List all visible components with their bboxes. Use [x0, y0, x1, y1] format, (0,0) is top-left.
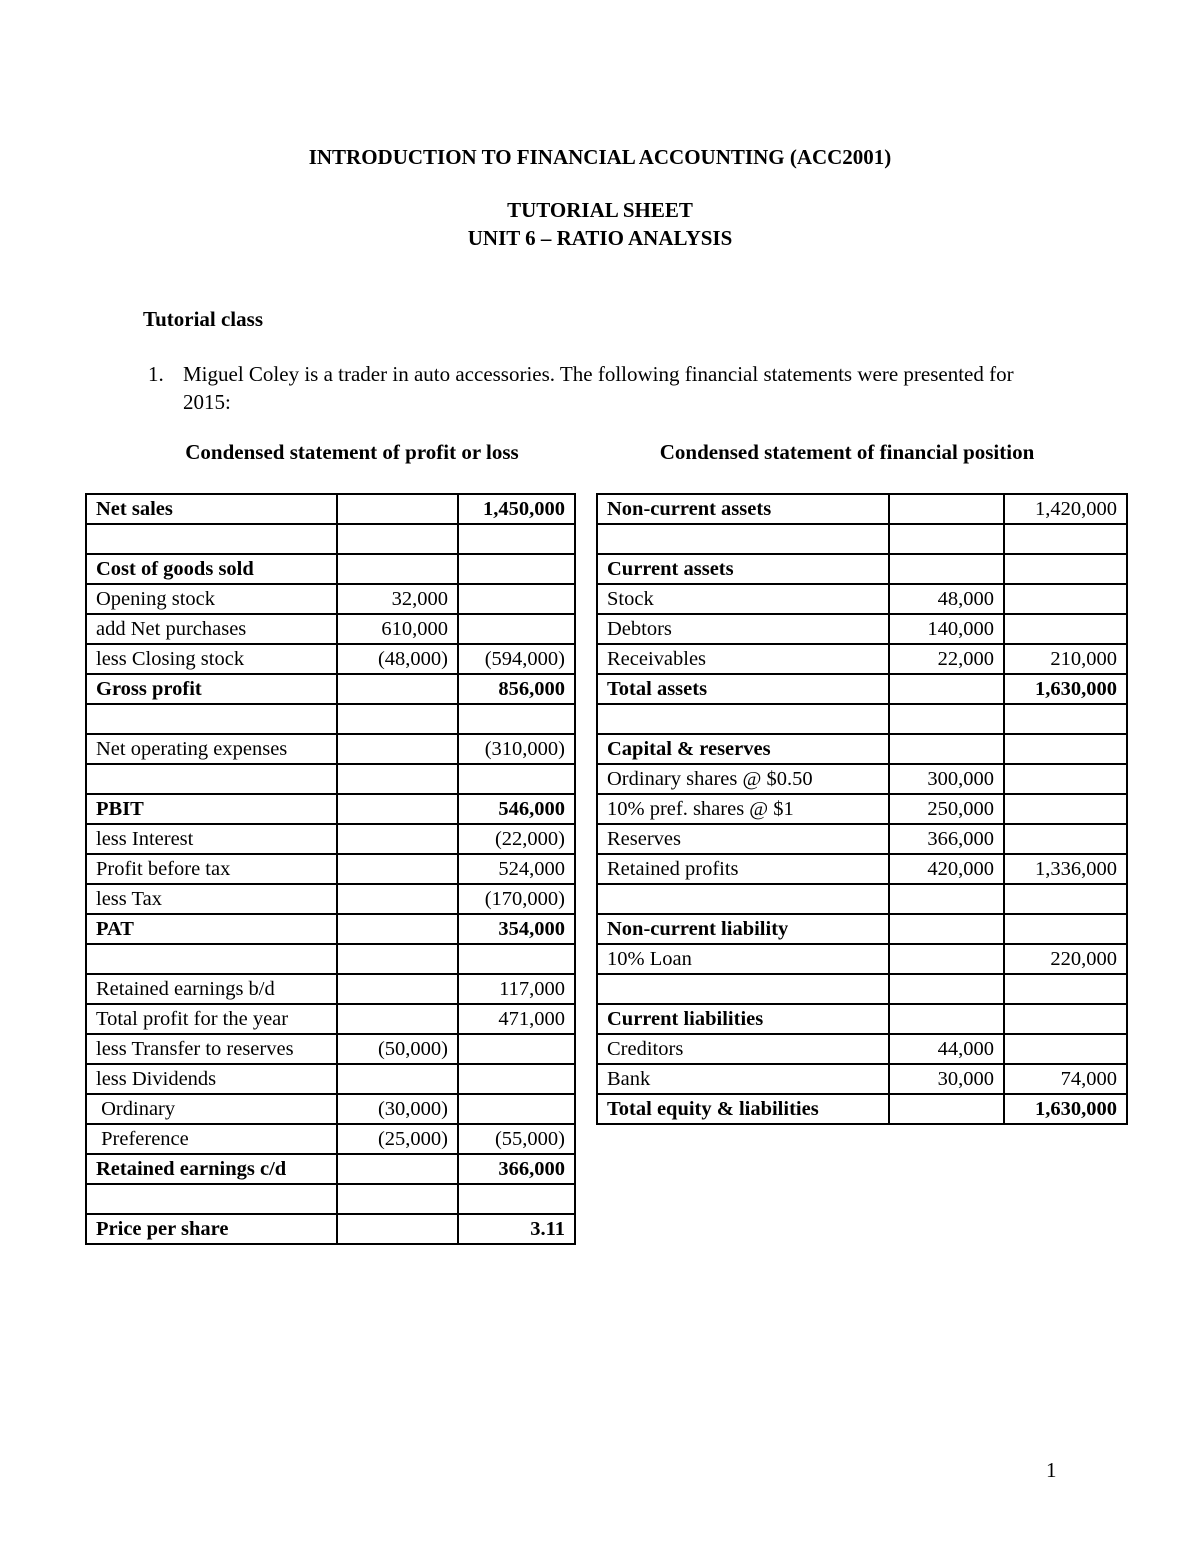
row-label [86, 764, 337, 794]
table-row [597, 854, 1127, 884]
row-label: Profit before tax [86, 854, 337, 884]
table-row [597, 704, 1127, 734]
row-value-1 [337, 854, 458, 884]
profit-loss-caption: Condensed statement of profit or loss [185, 440, 519, 464]
row-label: Receivables [597, 644, 889, 674]
question-text: Miguel Coley is a trader in auto accessories. The following financial statements were presented for 2015: [183, 362, 1014, 414]
row-label: Retained earnings c/d [86, 1154, 337, 1184]
row-value-2 [1004, 734, 1127, 764]
row-label: Price per share [86, 1214, 337, 1244]
row-value-2: 210,000 [1004, 644, 1127, 674]
row-value-1 [889, 674, 1004, 704]
row-value-2 [1004, 974, 1127, 1004]
row-value-2 [1004, 824, 1127, 854]
section-heading: Tutorial class [143, 307, 263, 331]
row-value-1 [889, 1094, 1004, 1124]
row-value-2 [458, 704, 575, 734]
row-value-2: 366,000 [458, 1154, 575, 1184]
table-row [86, 1034, 575, 1064]
row-value-2 [1004, 554, 1127, 584]
row-value-1 [889, 524, 1004, 554]
row-label: Stock [597, 584, 889, 614]
table-row [597, 974, 1127, 1004]
row-value-1 [889, 1004, 1004, 1034]
row-value-2: 1,336,000 [1004, 854, 1127, 884]
row-label: less Interest [86, 824, 337, 854]
row-value-2 [458, 1064, 575, 1094]
row-value-1 [337, 1184, 458, 1214]
table-row [597, 824, 1127, 854]
row-value-2: 354,000 [458, 914, 575, 944]
row-value-1: 48,000 [889, 584, 1004, 614]
table-row [86, 794, 575, 824]
row-label: Bank [597, 1064, 889, 1094]
row-value-2 [458, 1184, 575, 1214]
question-1 [148, 360, 1048, 416]
row-value-2: 3.11 [458, 1214, 575, 1244]
row-value-1 [337, 824, 458, 854]
row-label: PAT [86, 914, 337, 944]
row-value-1 [337, 554, 458, 584]
row-label: Non-current liability [597, 914, 889, 944]
table-row [86, 1154, 575, 1184]
table-row [86, 914, 575, 944]
row-value-1: 32,000 [337, 584, 458, 614]
row-value-1: (30,000) [337, 1094, 458, 1124]
row-value-1 [889, 884, 1004, 914]
row-value-2: (170,000) [458, 884, 575, 914]
row-value-1 [889, 974, 1004, 1004]
row-label: 10% pref. shares @ $1 [597, 794, 889, 824]
row-value-2: (594,000) [458, 644, 575, 674]
row-label: Total assets [597, 674, 889, 704]
row-label [597, 704, 889, 734]
row-value-2 [458, 1094, 575, 1124]
table-row [86, 854, 575, 884]
row-value-1 [337, 494, 458, 524]
row-value-1: 140,000 [889, 614, 1004, 644]
row-value-1 [337, 734, 458, 764]
row-value-1 [889, 734, 1004, 764]
row-value-2 [1004, 794, 1127, 824]
table-row [86, 1064, 575, 1094]
row-value-1 [889, 914, 1004, 944]
table-row [86, 614, 575, 644]
row-label: Cost of goods sold [86, 554, 337, 584]
row-value-1: 300,000 [889, 764, 1004, 794]
row-value-2 [1004, 524, 1127, 554]
table-row [86, 554, 575, 584]
row-label: Current liabilities [597, 1004, 889, 1034]
row-value-2 [458, 584, 575, 614]
row-value-2: 220,000 [1004, 944, 1127, 974]
row-label: Total profit for the year [86, 1004, 337, 1034]
row-label [86, 1184, 337, 1214]
row-label [86, 704, 337, 734]
row-value-1 [889, 704, 1004, 734]
row-label: Ordinary shares @ $0.50 [597, 764, 889, 794]
row-value-2: 117,000 [458, 974, 575, 1004]
row-value-1 [889, 944, 1004, 974]
row-value-2 [458, 764, 575, 794]
row-value-1 [337, 794, 458, 824]
row-value-1 [337, 944, 458, 974]
row-value-2 [1004, 1034, 1127, 1064]
row-value-1: 366,000 [889, 824, 1004, 854]
row-value-2: 1,420,000 [1004, 494, 1127, 524]
course-title: INTRODUCTION TO FINANCIAL ACCOUNTING (ACC2001) [308, 145, 892, 169]
table-row [597, 494, 1127, 524]
row-value-2 [458, 614, 575, 644]
financial-position-table [596, 493, 1128, 1125]
row-label: Opening stock [86, 584, 337, 614]
table-row [597, 764, 1127, 794]
row-label [86, 944, 337, 974]
table-row [86, 704, 575, 734]
row-value-1: 30,000 [889, 1064, 1004, 1094]
row-value-1: (25,000) [337, 1124, 458, 1154]
table-row [86, 1214, 575, 1244]
table-row [597, 1094, 1127, 1124]
row-value-1 [337, 974, 458, 1004]
row-value-1 [337, 1004, 458, 1034]
row-label: less Transfer to reserves [86, 1034, 337, 1064]
row-value-2: 1,450,000 [458, 494, 575, 524]
row-value-2: (55,000) [458, 1124, 575, 1154]
row-label: Net operating expenses [86, 734, 337, 764]
row-label: Ordinary [86, 1094, 337, 1124]
row-value-2 [458, 1034, 575, 1064]
row-value-1 [889, 494, 1004, 524]
row-label: less Closing stock [86, 644, 337, 674]
row-value-1: 22,000 [889, 644, 1004, 674]
table-row [86, 674, 575, 704]
row-value-2 [1004, 764, 1127, 794]
row-value-2 [458, 524, 575, 554]
table-row [86, 1124, 575, 1154]
table-row [86, 584, 575, 614]
row-value-1: 420,000 [889, 854, 1004, 884]
row-value-1 [337, 884, 458, 914]
row-value-2 [1004, 704, 1127, 734]
row-value-1 [337, 704, 458, 734]
table-row [597, 554, 1127, 584]
table-row [86, 524, 575, 554]
row-value-1 [337, 1214, 458, 1244]
row-label [597, 884, 889, 914]
row-label: PBIT [86, 794, 337, 824]
row-value-2 [1004, 914, 1127, 944]
row-value-2 [458, 944, 575, 974]
table-row [597, 584, 1127, 614]
row-value-2: (310,000) [458, 734, 575, 764]
row-value-2 [1004, 584, 1127, 614]
table-row [86, 1184, 575, 1214]
unit-title: UNIT 6 – RATIO ANALYSIS [467, 226, 733, 250]
row-label: Capital & reserves [597, 734, 889, 764]
row-label: less Tax [86, 884, 337, 914]
row-value-2: 856,000 [458, 674, 575, 704]
row-value-2: 471,000 [458, 1004, 575, 1034]
table-row [597, 614, 1127, 644]
row-label: less Dividends [86, 1064, 337, 1094]
sheet-title: TUTORIAL SHEET [507, 198, 693, 222]
row-value-1 [889, 554, 1004, 584]
row-label: Retained profits [597, 854, 889, 884]
row-label [597, 524, 889, 554]
table-row [597, 1004, 1127, 1034]
table-row [597, 884, 1127, 914]
table-row [86, 734, 575, 764]
table-row [86, 824, 575, 854]
table-row [597, 1064, 1127, 1094]
row-label [86, 524, 337, 554]
table-row [86, 494, 575, 524]
row-value-1: (50,000) [337, 1034, 458, 1064]
page-number: 1 [1046, 1458, 1057, 1482]
table-row [597, 524, 1127, 554]
row-value-2: 1,630,000 [1004, 1094, 1127, 1124]
table-row [597, 644, 1127, 674]
table-row [597, 1034, 1127, 1064]
table-row [86, 944, 575, 974]
row-value-1 [337, 764, 458, 794]
row-label: Creditors [597, 1034, 889, 1064]
financial-position-caption: Condensed statement of financial position [659, 440, 1035, 464]
table-row [597, 674, 1127, 704]
table-row [86, 974, 575, 1004]
row-value-1 [337, 1064, 458, 1094]
profit-loss-table [85, 493, 576, 1245]
table-row [597, 944, 1127, 974]
row-value-2: 1,630,000 [1004, 674, 1127, 704]
table-row [86, 1094, 575, 1124]
row-value-1: (48,000) [337, 644, 458, 674]
row-label: Retained earnings b/d [86, 974, 337, 1004]
row-value-1 [337, 1154, 458, 1184]
row-value-1 [337, 524, 458, 554]
row-label: Preference [86, 1124, 337, 1154]
row-value-1 [337, 914, 458, 944]
table-row [86, 644, 575, 674]
row-value-2 [1004, 614, 1127, 644]
row-value-2 [1004, 884, 1127, 914]
table-row [86, 764, 575, 794]
row-label [597, 974, 889, 1004]
row-label: 10% Loan [597, 944, 889, 974]
table-row [86, 1004, 575, 1034]
row-value-2: 524,000 [458, 854, 575, 884]
row-value-2: (22,000) [458, 824, 575, 854]
table-row [597, 794, 1127, 824]
row-label: add Net purchases [86, 614, 337, 644]
row-value-1: 610,000 [337, 614, 458, 644]
row-value-2 [1004, 1004, 1127, 1034]
row-label: Total equity & liabilities [597, 1094, 889, 1124]
table-row [86, 884, 575, 914]
row-value-1: 44,000 [889, 1034, 1004, 1064]
row-label: Reserves [597, 824, 889, 854]
row-value-1: 250,000 [889, 794, 1004, 824]
row-value-1 [337, 674, 458, 704]
row-value-2: 74,000 [1004, 1064, 1127, 1094]
question-number: 1. [148, 362, 164, 386]
row-label: Non-current assets [597, 494, 889, 524]
row-label: Current assets [597, 554, 889, 584]
table-row [597, 914, 1127, 944]
row-label: Net sales [86, 494, 337, 524]
row-value-2 [458, 554, 575, 584]
row-value-2: 546,000 [458, 794, 575, 824]
table-row [597, 734, 1127, 764]
row-label: Gross profit [86, 674, 337, 704]
row-label: Debtors [597, 614, 889, 644]
